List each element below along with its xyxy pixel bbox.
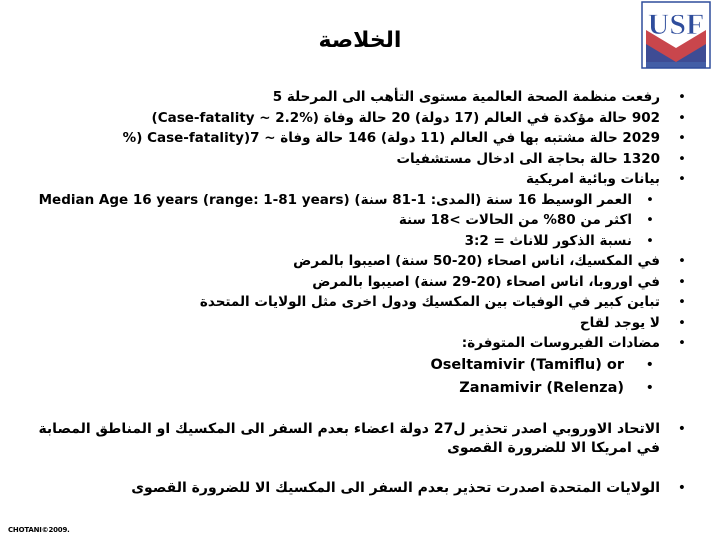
drug-item: • Zanamivir (Relenza) <box>30 378 694 398</box>
bullet-item: • لا يوجد لقاح <box>30 314 694 332</box>
copyright-footer: CHOTANI©2009. <box>8 526 70 534</box>
sub-bullet-item: • نسبة الذكور للاناث = 3:2 <box>30 232 694 250</box>
bullet-item: • في المكسيك، اناس اصحاء (20-50 سنة) اصيبوا بالمرض <box>30 252 694 270</box>
bullet-list <box>30 88 694 501</box>
sub-bullet-item: • اكثر من 80% من الحالات >18 سنة <box>30 211 694 229</box>
bullet-item: • 902 حالة مؤكدة في العالم (17 دولة) 20 حالة وفاة (Case-fatality ~ 2.2%) <box>30 109 694 127</box>
bullet-item: • 1320 حالة بحاجة الى ادخال مستشفيات <box>30 150 694 168</box>
logo-letters: USF <box>647 8 705 41</box>
bullet-item: • مضادات الفيروسات المتوفرة: <box>30 334 694 352</box>
bullet-item: • تباين كبير في الوفيات بين المكسيك ودول اخرى مثل الولايات المتحدة <box>30 293 694 311</box>
drug-item: • Oseltamivir (Tamiflu) or <box>30 355 694 375</box>
sub-bullet-item: • Median Age 16 years (range: 1-81 years) العمر الوسيط 16 سنة (المدى: 1-81 سنة) <box>30 191 694 209</box>
bullet-item: • رفعت منظمة الصحة العالمية مستوى التأهب الى المرحلة 5 <box>30 88 694 106</box>
bullet-item: • بيانات وبائية امريكية <box>30 170 694 188</box>
bullet-item: • الاتحاد الاوروبي اصدر تحذير ل27 دولة اعضاء بعدم السفر الى المكسيك او المناطق المصابة في امريكا الا للضرورة القصوى <box>30 420 694 458</box>
spacer <box>30 460 694 476</box>
bullet-item: • 2029 حالة مشتبه بها في العالم (11 دولة) 146 حالة وفاة ~ Case-fatality)7 (% <box>30 129 694 147</box>
bullet-item: • في اوروبا، اناس اصحاء (20-29 سنة) اصيبوا بالمرض <box>30 273 694 291</box>
spacer <box>30 401 694 417</box>
bullet-item: • الولايات المتحدة اصدرت تحذير بعدم السفر الى المكسيك الا للضرورة القصوى <box>30 479 694 498</box>
slide-title: الخلاصة <box>318 28 402 53</box>
